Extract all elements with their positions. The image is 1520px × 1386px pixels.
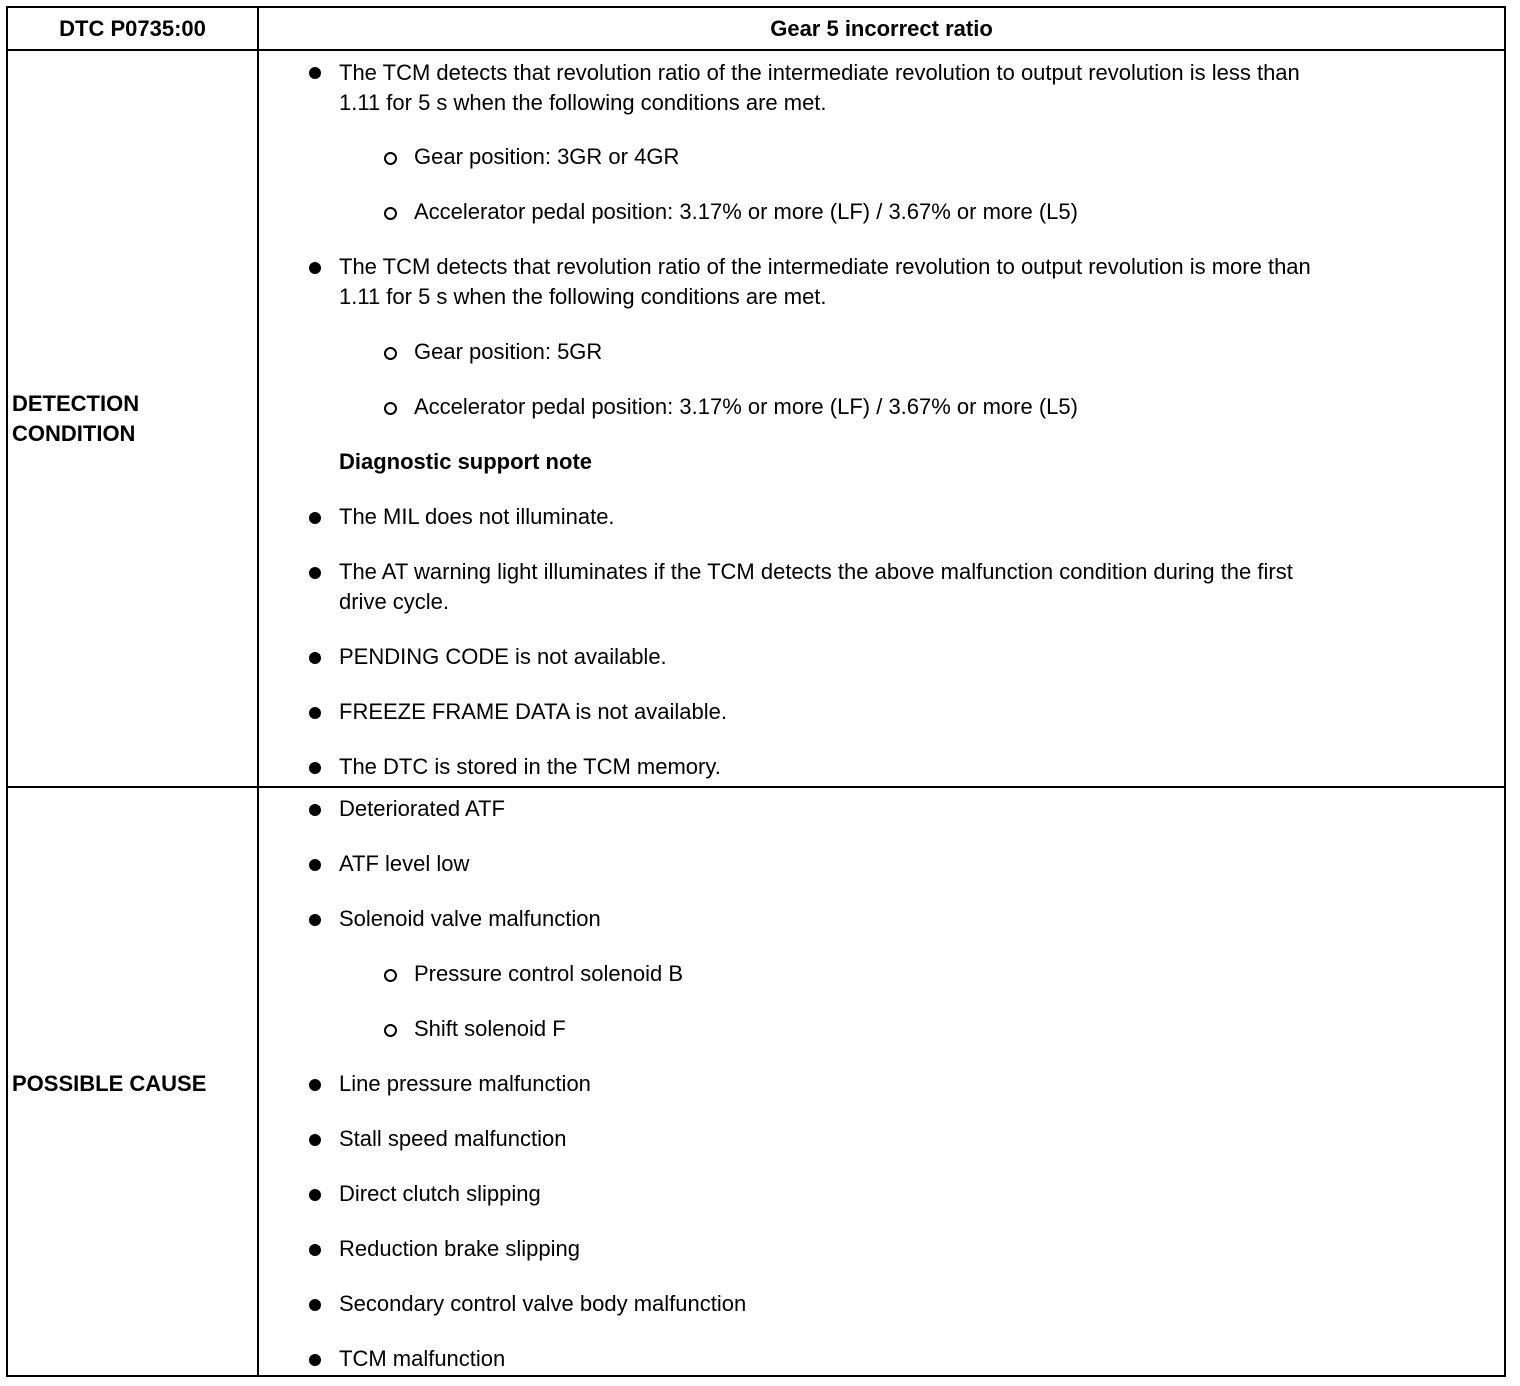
circle-bullet-icon xyxy=(384,347,397,360)
dtc-code-heading: DTC P0735:00 xyxy=(59,16,206,41)
cause-item: Stall speed malfunction xyxy=(339,1126,567,1151)
dtc-title-heading: Gear 5 incorrect ratio xyxy=(770,16,993,41)
column-divider xyxy=(257,8,259,1375)
condition-1-sub-2: Accelerator pedal position: 3.17% or more (LF) / 3.67% or more (L5) xyxy=(414,199,1078,224)
bullet-icon xyxy=(309,707,321,719)
cause-item: Direct clutch slipping xyxy=(339,1181,541,1206)
note-2-line-2: drive cycle. xyxy=(339,589,450,614)
bullet-icon xyxy=(309,1299,321,1311)
circle-bullet-icon xyxy=(384,969,397,982)
bullet-icon xyxy=(309,762,321,774)
condition-2-sub-1: Gear position: 5GR xyxy=(414,339,603,364)
circle-bullet-icon xyxy=(384,1024,397,1037)
bullet-icon xyxy=(309,1134,321,1146)
circle-bullet-icon xyxy=(384,402,397,415)
bullet-icon xyxy=(309,914,321,926)
bullet-icon xyxy=(309,1244,321,1256)
cause-item: Deteriorated ATF xyxy=(339,796,505,821)
dtc-table xyxy=(6,6,1506,1377)
bullet-icon xyxy=(309,859,321,871)
cause-item: Reduction brake slipping xyxy=(339,1236,580,1261)
note-4: FREEZE FRAME DATA is not available. xyxy=(339,699,727,724)
bullet-icon xyxy=(309,512,321,524)
detection-condition-label: DETECTION CONDITION xyxy=(12,391,140,446)
cause-item: Line pressure malfunction xyxy=(339,1071,591,1096)
cause-item: TCM malfunction xyxy=(339,1346,506,1371)
cause-sub-item: Pressure control solenoid B xyxy=(414,961,684,986)
row-divider xyxy=(8,786,1504,788)
bullet-icon xyxy=(309,1079,321,1091)
note-3: PENDING CODE is not available. xyxy=(339,644,667,669)
condition-2-sub-2: Accelerator pedal position: 3.17% or more (LF) / 3.67% or more (L5) xyxy=(414,394,1078,419)
note-1: The MIL does not illuminate. xyxy=(339,504,615,529)
condition-2-line-1: The TCM detects that revolution ratio of the intermediate revolution to output revolution is more than xyxy=(339,254,1311,279)
condition-1-line-1: The TCM detects that revolution ratio of the intermediate revolution to output revolution is less than xyxy=(339,60,1300,85)
cause-item: ATF level low xyxy=(339,851,470,876)
condition-1-sub-1: Gear position: 3GR or 4GR xyxy=(414,144,680,169)
condition-2-line-2: 1.11 for 5 s when the following conditions are met. xyxy=(339,284,827,309)
cause-sub-item: Shift solenoid F xyxy=(414,1016,566,1041)
bullet-icon xyxy=(309,1354,321,1366)
cause-item: Solenoid valve malfunction xyxy=(339,906,601,931)
cause-item: Secondary control valve body malfunction xyxy=(339,1291,747,1316)
bullet-icon xyxy=(309,1189,321,1201)
bullet-icon xyxy=(309,262,321,274)
circle-bullet-icon xyxy=(384,152,397,165)
note-5: The DTC is stored in the TCM memory. xyxy=(339,754,721,779)
note-2-line-1: The AT warning light illuminates if the TCM detects the above malfunction condition during the first xyxy=(339,559,1293,584)
bullet-icon xyxy=(309,652,321,664)
bullet-icon xyxy=(309,67,321,79)
bullet-icon xyxy=(309,567,321,579)
condition-1-line-2: 1.11 for 5 s when the following conditions are met. xyxy=(339,90,827,115)
diagnostic-note-heading: Diagnostic support note xyxy=(339,449,592,474)
possible-cause-label: POSSIBLE CAUSE xyxy=(12,1071,207,1096)
circle-bullet-icon xyxy=(384,207,397,220)
bullet-icon xyxy=(309,804,321,816)
header-divider xyxy=(8,49,1504,51)
